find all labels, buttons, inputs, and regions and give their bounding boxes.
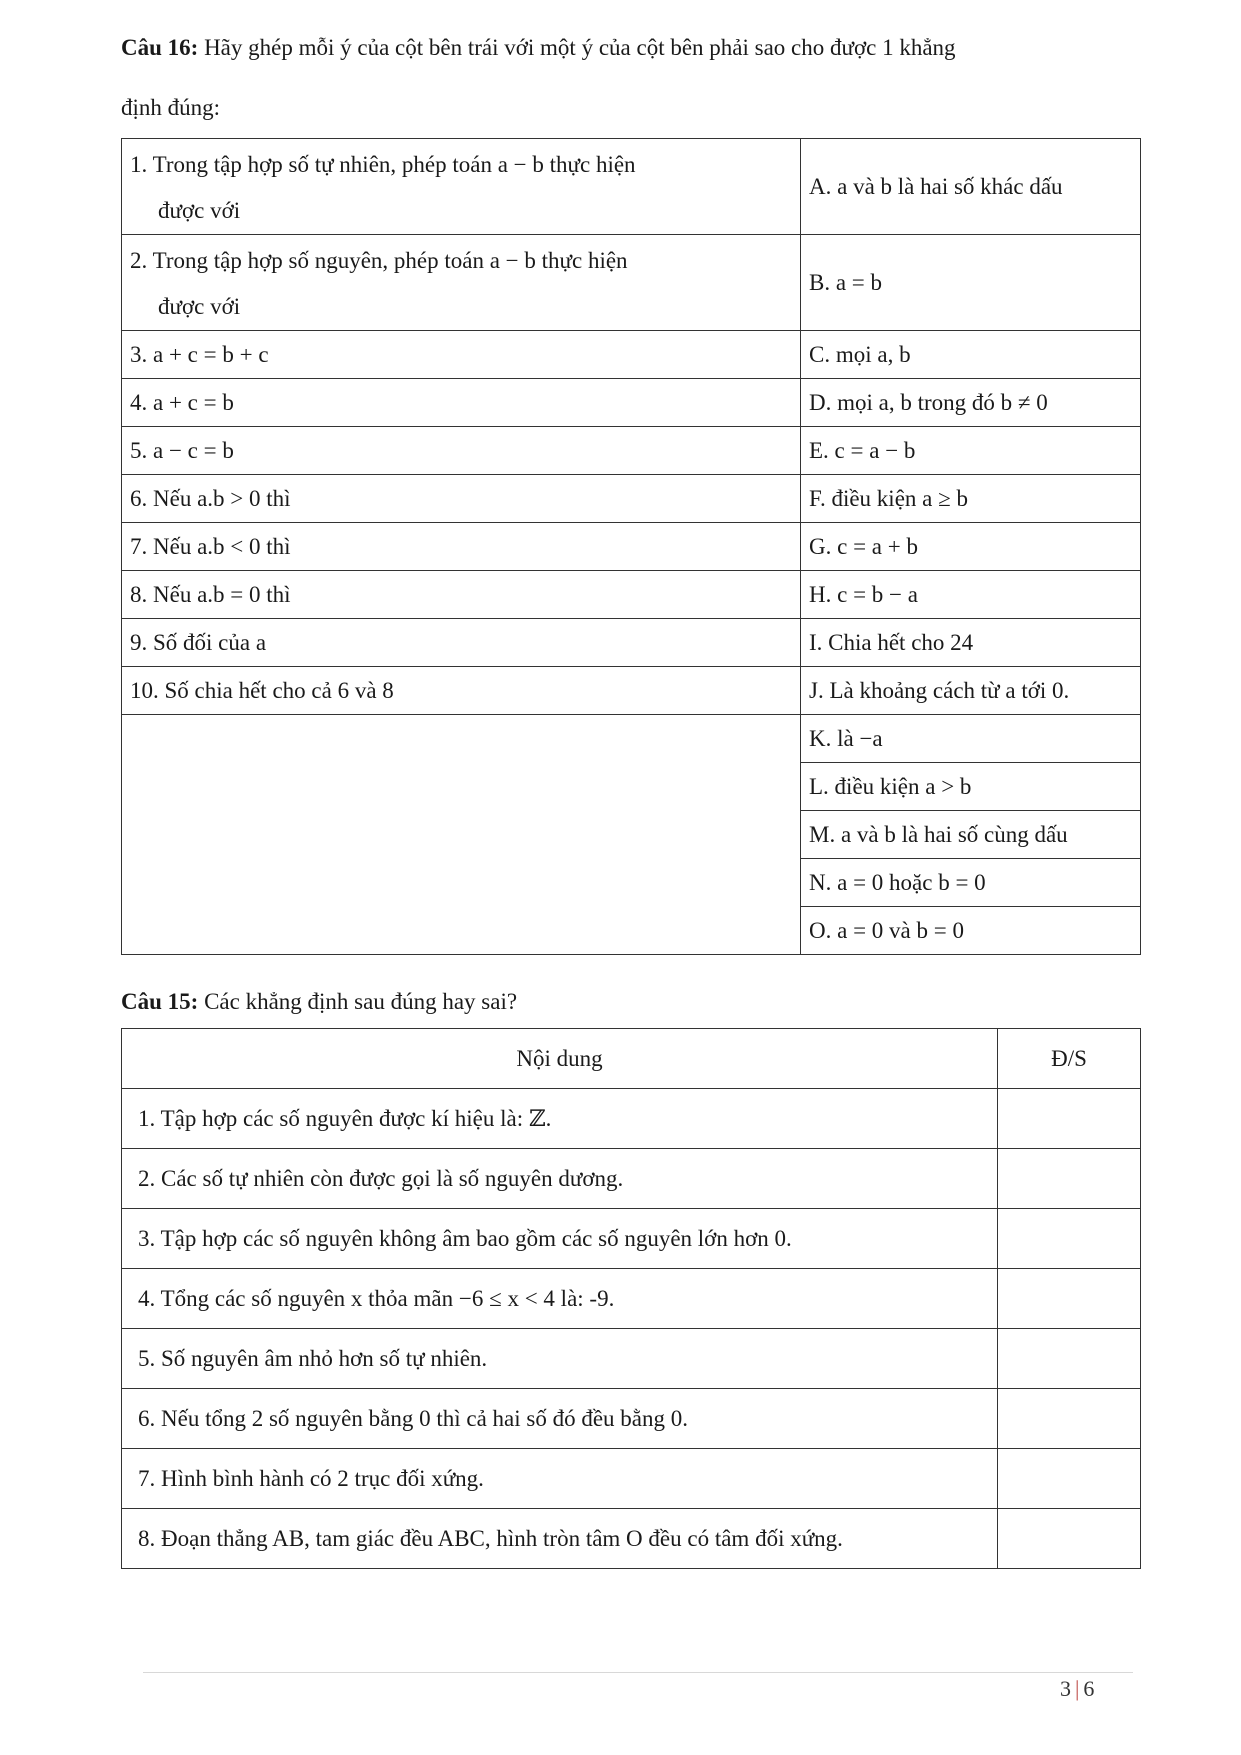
- question-15-heading: [121, 980, 1141, 1024]
- table-row: [122, 475, 1141, 523]
- statement-1: 1. Tập hợp các số nguyên được kí hiệu là: ℤ.: [122, 1089, 998, 1149]
- true-false-table: [121, 1028, 1141, 1569]
- left-item-3: 3. a + c = b + c: [122, 331, 801, 379]
- current-page: 3: [1060, 1676, 1071, 1701]
- table-row: [122, 331, 1141, 379]
- right-item-j: J. Là khoảng cách từ a tới 0.: [801, 667, 1141, 715]
- right-item-k: K. là −a: [801, 715, 1141, 763]
- answer-cell-6[interactable]: [998, 1389, 1141, 1449]
- table-row: [122, 1209, 1141, 1269]
- table-row: [122, 1269, 1141, 1329]
- table-row: [122, 1449, 1141, 1509]
- table-row: [122, 523, 1141, 571]
- right-item-f: F. điều kiện a ≥ b: [801, 475, 1141, 523]
- right-item-d: D. mọi a, b trong đó b ≠ 0: [801, 379, 1141, 427]
- left-item-1: 1. Trong tập hợp số tự nhiên, phép toán a − b thực hiện được với: [122, 139, 801, 235]
- page-number: [1060, 1676, 1094, 1702]
- right-item-i: I. Chia hết cho 24: [801, 619, 1141, 667]
- left-item-6: 6. Nếu a.b > 0 thì: [122, 475, 801, 523]
- answer-cell-2[interactable]: [998, 1149, 1141, 1209]
- table-row: [122, 571, 1141, 619]
- question-15-text: Các khẳng định sau đúng hay sai?: [204, 989, 518, 1014]
- right-item-o: O. a = 0 và b = 0: [801, 907, 1141, 955]
- matching-table: [121, 138, 1141, 955]
- table-row: [122, 667, 1141, 715]
- statement-6: 6. Nếu tổng 2 số nguyên bằng 0 thì cả hai số đó đều bằng 0.: [122, 1389, 998, 1449]
- question-16-heading: [121, 26, 1141, 70]
- answer-cell-5[interactable]: [998, 1329, 1141, 1389]
- question-15-label: Câu 15:: [121, 989, 199, 1014]
- left-item-10: 10. Số chia hết cho cả 6 và 8: [122, 667, 801, 715]
- right-item-c: C. mọi a, b: [801, 331, 1141, 379]
- total-pages: 6: [1083, 1676, 1095, 1701]
- right-item-b: B. a = b: [801, 235, 1141, 331]
- answer-cell-8[interactable]: [998, 1509, 1141, 1569]
- header-content: Nội dung: [122, 1029, 998, 1089]
- left-item-8: 8. Nếu a.b = 0 thì: [122, 571, 801, 619]
- table-row: [122, 1389, 1141, 1449]
- left-item-9: 9. Số đối của a: [122, 619, 801, 667]
- table-row: [122, 619, 1141, 667]
- right-item-g: G. c = a + b: [801, 523, 1141, 571]
- left-item-2: 2. Trong tập hợp số nguyên, phép toán a − b thực hiện được với: [122, 235, 801, 331]
- right-item-l: L. điều kiện a > b: [801, 763, 1141, 811]
- left-item-4: 4. a + c = b: [122, 379, 801, 427]
- table-row: [122, 235, 1141, 331]
- table-row: [122, 1329, 1141, 1389]
- answer-cell-1[interactable]: [998, 1089, 1141, 1149]
- right-item-h: H. c = b − a: [801, 571, 1141, 619]
- table-row: [122, 715, 1141, 763]
- table-row: [122, 1149, 1141, 1209]
- statement-3: 3. Tập hợp các số nguyên không âm bao gồm các số nguyên lớn hơn 0.: [122, 1209, 998, 1269]
- header-answer: Đ/S: [998, 1029, 1141, 1089]
- answer-cell-3[interactable]: [998, 1209, 1141, 1269]
- table-row: [122, 139, 1141, 235]
- statement-4: 4. Tổng các số nguyên x thỏa mãn −6 ≤ x < 4 là: -9.: [122, 1269, 998, 1329]
- table-row: [122, 1509, 1141, 1569]
- answer-cell-4[interactable]: [998, 1269, 1141, 1329]
- empty-left-cell: [122, 715, 801, 955]
- table-row: [122, 379, 1141, 427]
- answer-cell-7[interactable]: [998, 1449, 1141, 1509]
- left-item-5: 5. a − c = b: [122, 427, 801, 475]
- statement-7: 7. Hình bình hành có 2 trục đối xứng.: [122, 1449, 998, 1509]
- right-item-e: E. c = a − b: [801, 427, 1141, 475]
- question-16-text: Hãy ghép mỗi ý của cột bên trái với một ý của cột bên phải sao cho được 1 khẳng: [204, 35, 956, 60]
- right-item-a: A. a và b là hai số khác dấu: [801, 139, 1141, 235]
- question-16-label: Câu 16:: [121, 35, 199, 60]
- table-header-row: [122, 1029, 1141, 1089]
- page-separator: |: [1075, 1676, 1080, 1701]
- right-item-n: N. a = 0 hoặc b = 0: [801, 859, 1141, 907]
- right-item-m: M. a và b là hai số cùng dấu: [801, 811, 1141, 859]
- statement-2: 2. Các số tự nhiên còn được gọi là số nguyên dương.: [122, 1149, 998, 1209]
- statement-8: 8. Đoạn thẳng AB, tam giác đều ABC, hình tròn tâm O đều có tâm đối xứng.: [122, 1509, 998, 1569]
- question-16-heading-cont: định đúng:: [121, 95, 221, 120]
- left-item-7: 7. Nếu a.b < 0 thì: [122, 523, 801, 571]
- statement-5: 5. Số nguyên âm nhỏ hơn số tự nhiên.: [122, 1329, 998, 1389]
- footer-divider: [143, 1672, 1133, 1673]
- table-row: [122, 427, 1141, 475]
- table-row: [122, 1089, 1141, 1149]
